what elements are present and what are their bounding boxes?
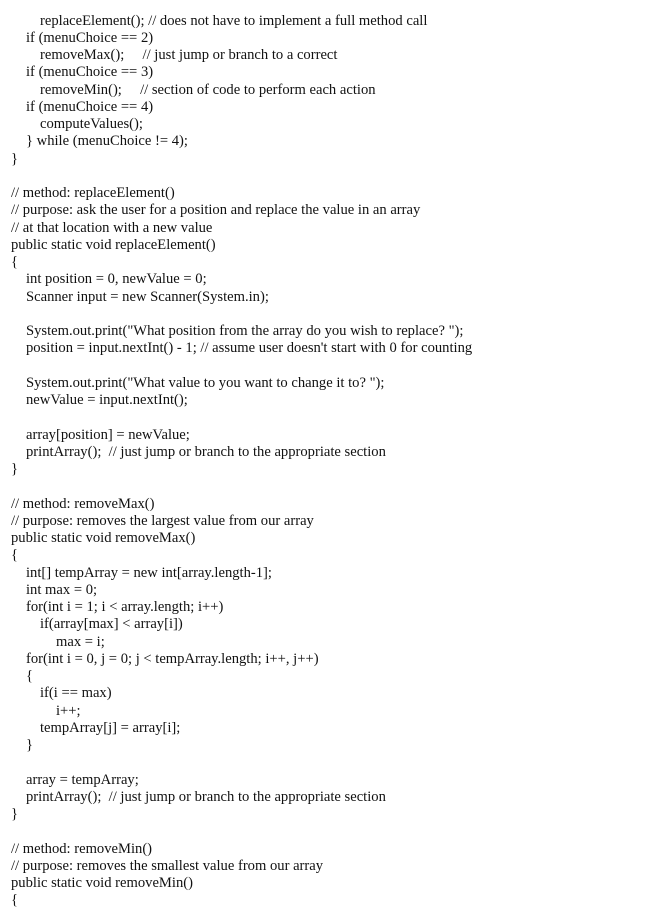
code-line: for(int i = 0, j = 0; j < tempArray.length; i++, j++)	[26, 650, 319, 667]
code-line: System.out.print("What value to you want to change it to? ");	[26, 374, 385, 391]
code-line: // purpose: removes the smallest value from our array	[11, 857, 324, 874]
code-line: {	[26, 668, 34, 684]
code-line: computeValues();	[40, 116, 143, 132]
code-line: // at that location with a new value	[11, 219, 213, 236]
code-line: printArray(); // just jump or branch to the appropriate section	[26, 788, 386, 805]
code-line: }	[11, 150, 19, 167]
code-line: // purpose: removes the largest value from our array	[11, 512, 314, 529]
code-line: }	[11, 806, 19, 822]
code-line: if (menuChoice == 4)	[26, 98, 154, 115]
code-line: public static void removeMin()	[11, 875, 193, 891]
code-line: array[position] = newValue;	[26, 426, 190, 443]
code-line: // method: replaceElement()	[11, 185, 175, 201]
code-line: position = input.nextInt() - 1; // assume user doesn't start with 0 for counting	[26, 340, 473, 357]
code-line: // purpose: ask the user for a position and replace the value in an array	[11, 202, 421, 219]
code-line: removeMax(); // just jump or branch to a correct	[40, 47, 338, 63]
code-line: {	[11, 547, 19, 564]
code-line: }	[11, 461, 19, 477]
code-line: if(array[max] < array[i])	[40, 616, 183, 633]
code-line: public static void removeMax()	[11, 530, 196, 546]
code-line: public static void replaceElement()	[11, 236, 216, 253]
code-line: int[] tempArray = new int[array.length-1];	[26, 564, 272, 581]
code-line: if (menuChoice == 3)	[26, 64, 154, 81]
code-line: // method: removeMax()	[11, 495, 155, 512]
code-line: }	[26, 737, 34, 753]
code-line: tempArray[j] = array[i];	[40, 719, 181, 736]
code-line: removeMin(); // section of code to perform each action	[40, 81, 376, 98]
code-line: for(int i = 1; i < array.length; i++)	[26, 599, 224, 615]
code-line: if (menuChoice == 2)	[26, 29, 154, 46]
code-line: array = tempArray;	[26, 771, 139, 788]
code-line: } while (menuChoice != 4);	[26, 133, 188, 150]
code-line: max = i;	[56, 633, 105, 650]
code-line: newValue = input.nextInt();	[26, 392, 188, 408]
code-line: int position = 0, newValue = 0;	[26, 271, 207, 288]
code-line: replaceElement(); // does not have to implement a full method call	[40, 12, 428, 29]
code-line: Scanner input = new Scanner(System.in);	[26, 288, 269, 305]
code-line: i++;	[56, 702, 81, 719]
code-line: // method: removeMin()	[11, 840, 153, 857]
code-line: {	[11, 254, 19, 270]
code-line: int max = 0;	[26, 581, 98, 598]
code-line: if(i == max)	[40, 685, 112, 702]
code-line: {	[11, 892, 19, 909]
code-line: System.out.print("What position from the array do you wish to replace? ");	[26, 323, 464, 339]
code-line: printArray(); // just jump or branch to the appropriate section	[26, 443, 386, 460]
